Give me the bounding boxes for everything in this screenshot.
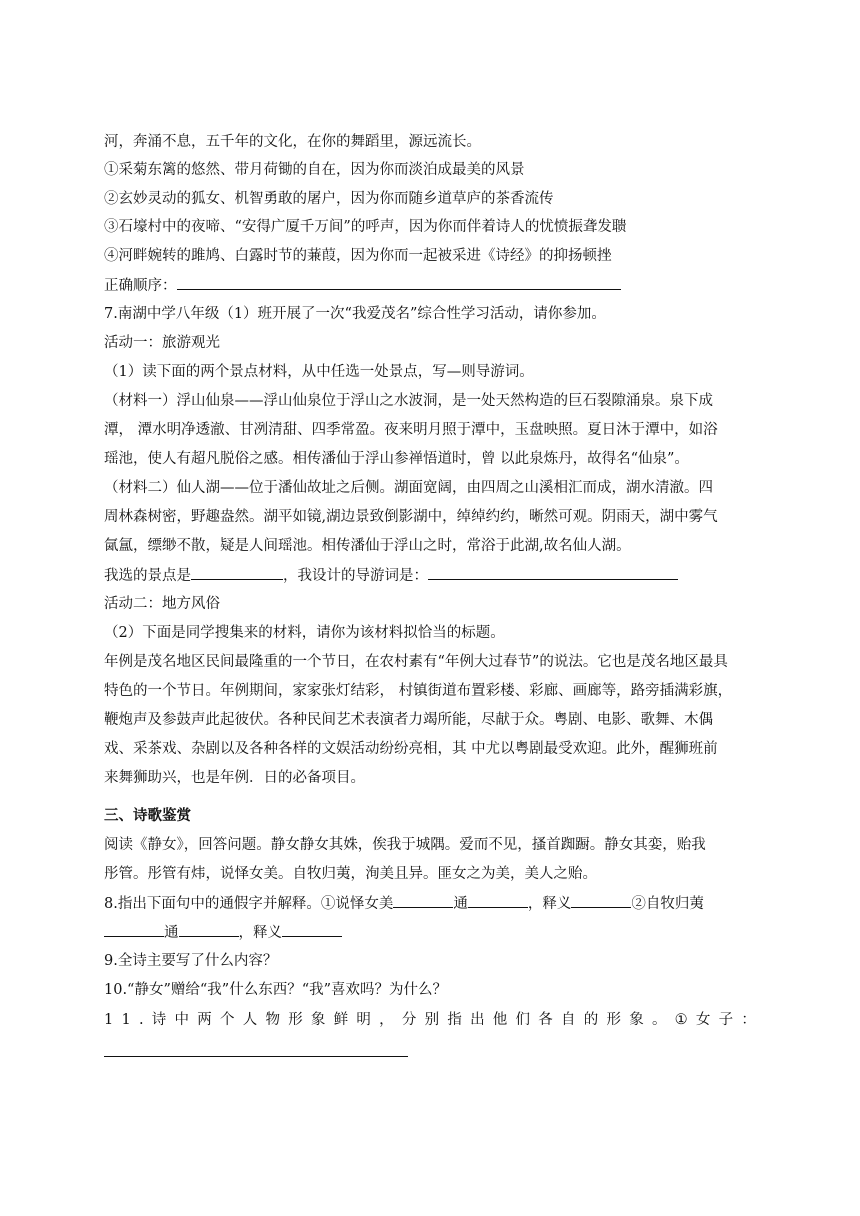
answer-blank[interactable] [282, 922, 342, 937]
option-4: ④河畔婉转的雎鸠、白露时节的蒹葭，因为你而一起被采进《诗经》的抑扬顿挫 [104, 248, 612, 264]
q11-char: 的 [583, 1012, 599, 1028]
q11-char: 出 [470, 1012, 485, 1028]
q11-char: 中 [174, 1012, 190, 1028]
poem-line: 彤管。彤管有炜，说怿女美。自牧归荑，洵美且异。匪女之为美，美人之贻。 [104, 866, 597, 882]
question-8: 8.指出下面句中的通假字并解释。①说怿女美 通 ，释义 ②自牧归荑 [104, 893, 704, 913]
q11-char: 诗 [151, 1012, 167, 1028]
answer-blank[interactable] [393, 893, 453, 908]
guide-label: ，我设计的导游词是： [283, 568, 428, 584]
guide-answer-line [104, 565, 678, 585]
passage-line: 河，奔涌不息，五千年的文化，在你的舞蹈里，源远流长。 [104, 134, 481, 150]
guide-blank[interactable] [428, 565, 678, 580]
material-2-line: 氤氲，缥缈不散，疑是人间瑶池。相传潘仙于浮山之时，常浴于此湖,故名仙人湖。 [104, 538, 631, 554]
spot-blank[interactable] [191, 565, 283, 580]
q11-char: ， [379, 1012, 394, 1028]
q11-char: 象 [629, 1012, 644, 1028]
answer-blank[interactable] [468, 893, 528, 908]
q11-char: 他 [492, 1012, 508, 1028]
q11-char: 象 [310, 1012, 326, 1028]
task-1: （1）读下面的两个景点材料，从中任选一处景点，写—则导游词。 [104, 364, 534, 380]
order-answer-line [104, 275, 621, 295]
option-1: ①采菊东篱的悠然、带月荷锄的自在，因为你而淡泊成最美的风景 [104, 162, 525, 178]
order-answer-blank[interactable] [177, 275, 621, 290]
order-label: 正确顺序： [104, 278, 177, 294]
material-1-line: 潭， 潭水明净透澈、甘冽清甜、四季常盈。夜来明月照于潭中，玉盘映照。夏日沐于潭中，如浴 [104, 422, 718, 438]
q11-char: 指 [447, 1012, 462, 1028]
answer-blank[interactable] [104, 922, 164, 937]
option-3: ③石壕村中的夜啼、“安得广厦千万间”的呼声，因为你而伴着诗人的忧愤振聋发聩 [104, 219, 627, 235]
q11-char: 。 [651, 1012, 667, 1028]
answer-blank[interactable] [179, 922, 239, 937]
q11-char: 两 [197, 1012, 212, 1028]
q11-char: 形 [288, 1012, 303, 1028]
material-1-line: （材料一）浮山仙泉——浮山仙泉位于浮山之水波洞，是一处天然构造的巨石裂隙涌泉。泉下成 [104, 393, 713, 409]
customs-text-line: 戏、采茶戏、杂剧以及各种各样的文娱活动纷纷亮相，其 中尤以粤剧最受欢迎。此外，醒狮班前 [104, 741, 718, 757]
task-2: （2）下面是同学搜集来的材料，请你为该材料拟恰当的标题。 [104, 625, 505, 641]
q11-char: 子 [718, 1012, 734, 1028]
q11-char: 形 [606, 1012, 621, 1028]
section-heading: 三、诗歌鉴赏 [104, 807, 191, 824]
q11-char: 人 [242, 1012, 258, 1028]
q11-char: 个 [219, 1012, 235, 1028]
q11-char: 明 [356, 1012, 371, 1028]
customs-text-line: 特色的一个节日。年例期间，家家张灯结彩， 村镇街道布置彩楼、彩廊、画廊等，路旁插满彩旗， [104, 683, 733, 699]
question-11 [104, 1010, 756, 1030]
activity-1-title: 活动一：旅游观光 [104, 335, 220, 351]
q11-answer-blank[interactable] [104, 1056, 408, 1057]
q11-char: 1 [121, 1012, 131, 1028]
spot-label: 我选的景点是 [104, 568, 191, 584]
q11-char: 各 [538, 1012, 553, 1028]
customs-text-line: 鞭炮声及参鼓声此起彼伏。各种民间艺术表演者力竭所能，尽献于众。粤剧、电影、歌舞、木偶 [104, 712, 713, 728]
q11-char: . [138, 1012, 144, 1028]
q11-char: 别 [424, 1012, 440, 1028]
activity-2-title: 活动二：地方风俗 [104, 596, 220, 612]
q11-char: 分 [401, 1012, 417, 1028]
answer-blank[interactable] [571, 893, 631, 908]
q11-char: 1 [104, 1012, 114, 1028]
q11-char: 自 [561, 1012, 576, 1028]
question-9: 9.全诗主要写了什么内容？ [104, 953, 278, 969]
question-7: 7.南湖中学八年级（1）班开展了一次“我爱茂名”综合性学习活动，请你参加。 [104, 306, 606, 322]
q11-char: ： [741, 1012, 756, 1028]
material-2-line: （材料二）仙人湖——位于潘仙故址之后侧。湖面宽阔，由四周之山溪相汇而成，湖水清澈。四 [104, 480, 713, 496]
q11-char: 女 [695, 1012, 711, 1028]
material-1-line: 瑶池，使人有超凡脱俗之感。相传潘仙于浮山参禅悟道时，曾 以此泉炼丹，故得名“仙泉”。 [104, 451, 689, 467]
poem-line: 阅读《静女》，回答问题。静女静女其姝，俟我于城隅。爱而不见，搔首踟蹰。静女其娈，贻我 [104, 837, 706, 853]
q11-char: 鲜 [333, 1012, 349, 1028]
q11-char: ① [674, 1012, 688, 1028]
q11-char: 物 [265, 1012, 280, 1028]
option-2: ②玄妙灵动的狐女、机智勇敢的屠户，因为你而随乡道草庐的茶香流传 [104, 191, 554, 207]
customs-text-line: 年例是茂名地区民间最隆重的一个节日，在农村素有“年例大过春节”的说法。它也是茂名地区最具 [104, 654, 728, 670]
q11-char: 们 [515, 1012, 531, 1028]
question-8-cont: 通 ，释义 [104, 922, 342, 942]
material-2-line: 周林森树密，野趣盎然。湖平如镜,湖边景致倒影湖中，绰绰约约，晰然可观。阴雨天，湖中雾气 [104, 509, 718, 525]
question-10: 10.“静女”赠给“我”什么东西？“我”喜欢吗？为什么？ [104, 982, 448, 998]
customs-text-line: 来舞狮助兴，也是年例．日的必备项目。 [104, 770, 365, 786]
